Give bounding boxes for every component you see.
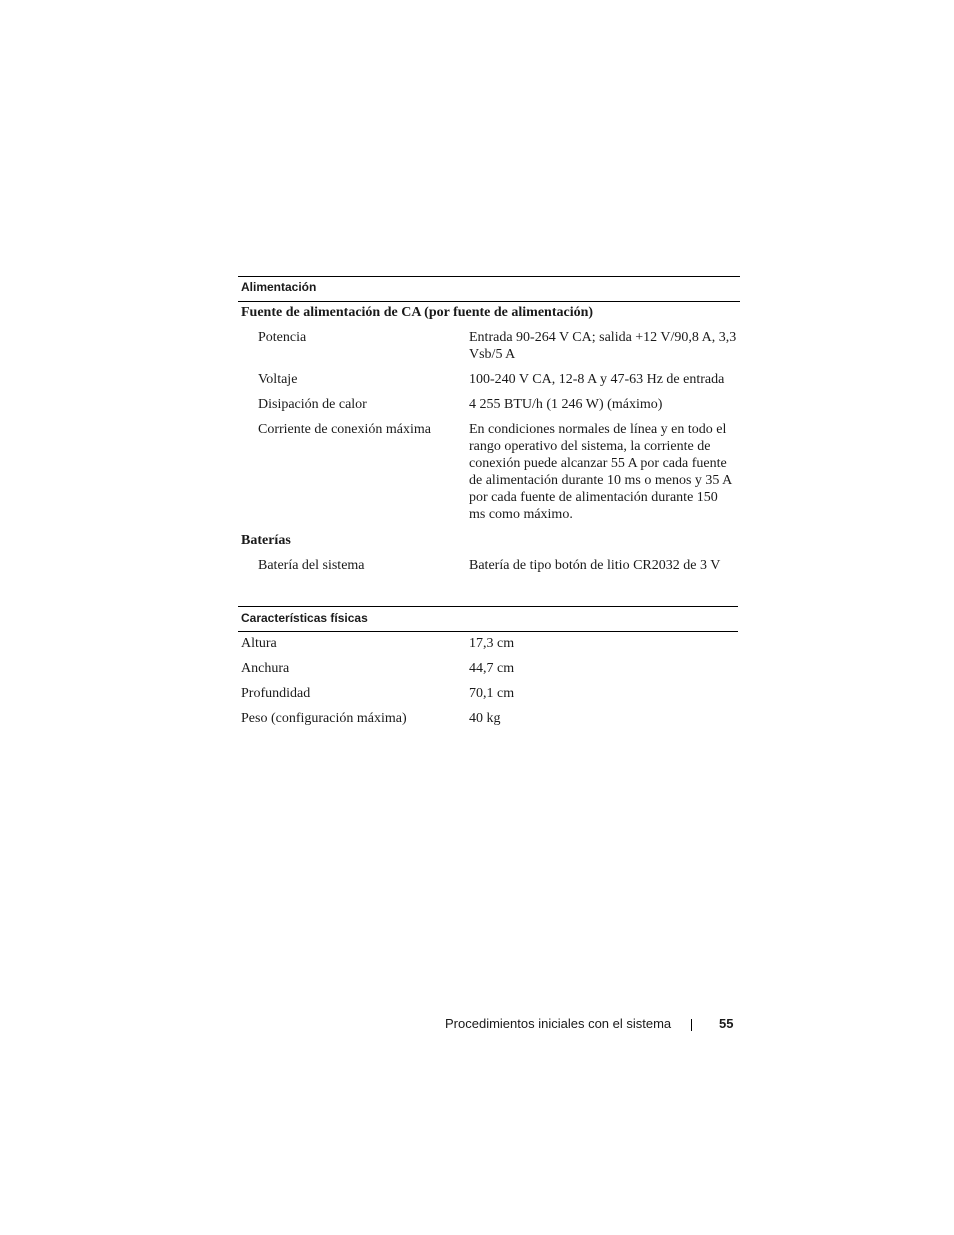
physical-table-header: Características físicas (241, 611, 368, 625)
row-label-potencia: Potencia (258, 330, 307, 345)
ac-supply-title: Fuente de alimentación de CA (por fuente de alimentación) (241, 305, 594, 320)
power-table-header: Alimentación (241, 280, 317, 294)
row-value-potencia: Entrada 90-264 V CA; salida +12 V/90,8 A, 3,3 Vsb/5 A (469, 330, 737, 362)
row-label-disipacion: Disipación de calor (258, 397, 367, 412)
footer-separator (691, 1019, 692, 1031)
row-value-disipacion: 4 255 BTU/h (1 246 W) (máximo) (469, 397, 663, 412)
row-label-profundidad: Profundidad (241, 686, 311, 701)
row-value-bateria: Batería de tipo botón de litio CR2032 de 3 V (469, 558, 721, 573)
power-table-header-rule (238, 301, 740, 302)
power-table-top-rule (238, 276, 740, 277)
footer-section-title: Procedimientos iniciales con el sistema (445, 1016, 672, 1031)
row-label-bateria: Batería del sistema (258, 558, 365, 573)
batteries-title: Baterías (241, 533, 291, 548)
row-label-peso: Peso (configuración máxima) (241, 711, 407, 726)
row-label-altura: Altura (241, 636, 277, 651)
physical-table-header-rule (238, 631, 738, 632)
physical-table-top-rule (238, 606, 738, 607)
row-label-anchura: Anchura (241, 661, 290, 676)
row-label-voltaje: Voltaje (258, 372, 298, 387)
row-value-corriente: En condiciones normales de línea y en todo el rango operativo del sistema, la corriente de conexión puede alcanzar 55 A por cada fuente de alimentación durante 10 ms o menos y 35 A por cada fuente de alimentación durante 150 ms como máximo. (469, 422, 732, 522)
row-value-voltaje: 100-240 V CA, 12-8 A y 47-63 Hz de entrada (469, 372, 725, 387)
row-value-peso: 40 kg (469, 711, 501, 726)
row-value-profundidad: 70,1 cm (469, 686, 515, 701)
row-label-corriente: Corriente de conexión máxima (258, 422, 431, 437)
page-number: 55 (719, 1016, 734, 1031)
row-value-anchura: 44,7 cm (469, 661, 515, 676)
row-value-altura: 17,3 cm (469, 636, 515, 651)
